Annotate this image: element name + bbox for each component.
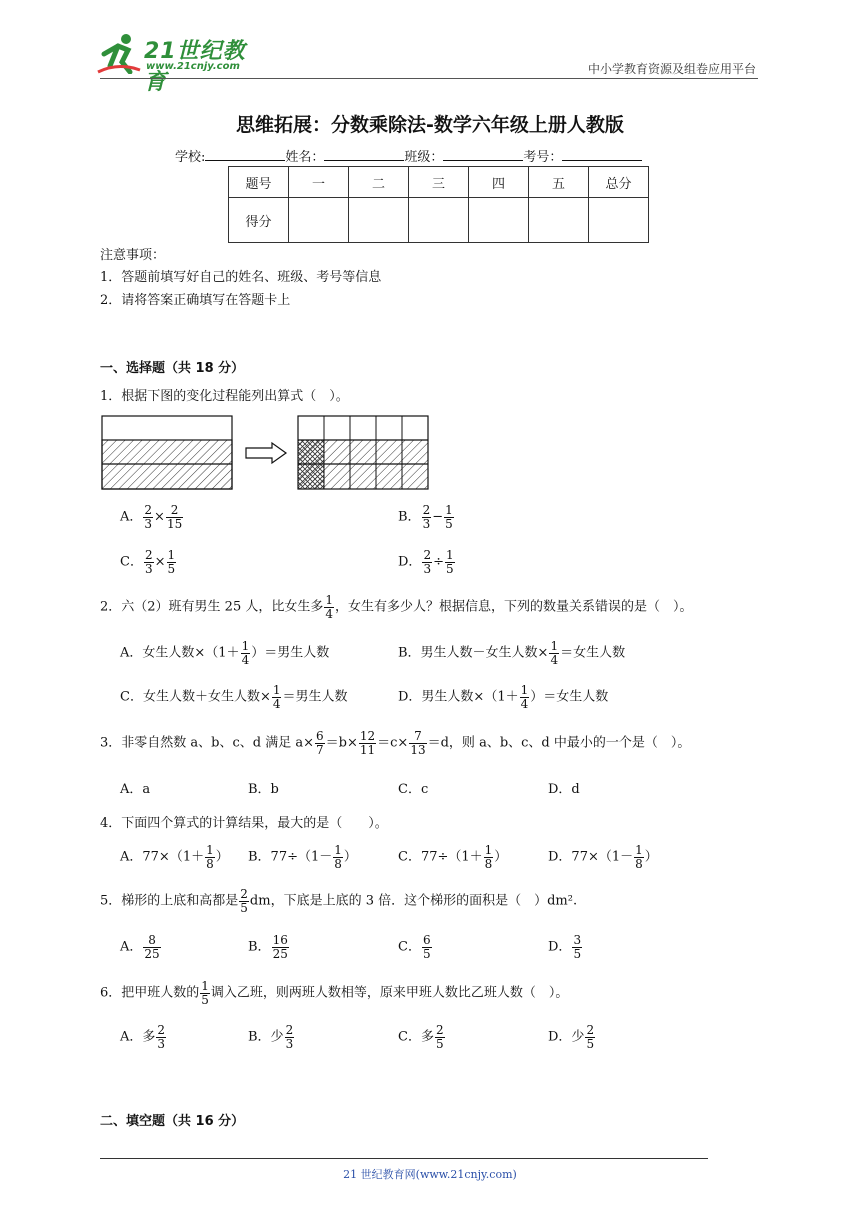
q1-option-a[interactable]: A． $\frac{2}{3}$ × $\frac{2}{15}$ (120, 503, 183, 531)
class-label: 班级： (404, 150, 444, 165)
score-header-cell: 五 (529, 167, 589, 198)
note-item: 1．答题前填写好自己的姓名、班级、考号等信息 (100, 270, 382, 285)
q4-option-b[interactable]: B．77÷（1－ $\frac{1}{8}$ ） (248, 843, 357, 871)
q4-option-c[interactable]: C．77÷（1＋ $\frac{1}{8}$ ） (398, 843, 508, 871)
score-header-cell: 一 (289, 167, 349, 198)
q5-option-c[interactable]: C． $\frac{6}{5}$ (398, 933, 431, 961)
score-cell (289, 198, 349, 243)
score-cell (469, 198, 529, 243)
school-label: 学校: (175, 150, 206, 165)
score-cell (409, 198, 469, 243)
q4-option-a[interactable]: A．77×（1＋ $\frac{1}{8}$ ） (120, 843, 229, 871)
exam-no-blank (562, 148, 642, 161)
site-logo (96, 30, 261, 95)
school-blank (205, 148, 285, 161)
score-table (228, 166, 649, 243)
score-cell (529, 198, 589, 243)
question-4-stem: 4．下面四个算式的计算结果，最大的是（ ）。 (100, 816, 388, 831)
name-blank (324, 148, 404, 161)
name-label: 姓名： (285, 150, 325, 165)
q6-option-a[interactable]: A．多 $\frac{2}{3}$ (120, 1023, 166, 1051)
page-title: 思维拓展：分数乘除法-数学六年级上册人教版 (236, 114, 624, 136)
logo-url: www.21cnjy.com (146, 61, 240, 72)
header-divider (100, 78, 758, 79)
logo-text: 21世纪教育 (144, 39, 246, 95)
q2-option-c[interactable]: C．女生人数＋女生人数× $\frac{1}{4}$ ＝男生人数 (120, 683, 348, 711)
q3-option-c[interactable]: C．c (398, 782, 429, 797)
class-blank (443, 148, 523, 161)
score-header-cell: 三 (409, 167, 469, 198)
question-2-stem: 2．六（2）班有男生 25 人，比女生多 $\frac{1}{4}$ ，女生有多少人？根据信息，下列的数量关系错误的是（ ）。 (100, 593, 693, 621)
q5-option-a[interactable]: A． $\frac{8}{25}$ (120, 933, 160, 961)
question-5-stem: 5．梯形的上底和高都是 $\frac{2}{5}$ dm，下底是上底的 3 倍．这个梯形的面积是（ ）dm². (100, 887, 578, 915)
q4-option-d[interactable]: D．77×（1－ $\frac{1}{8}$ ） (548, 843, 658, 871)
exam-no-label: 考号： (523, 150, 563, 165)
q6-option-c[interactable]: C．多 $\frac{2}{5}$ (398, 1023, 444, 1051)
q1-option-c[interactable]: C． $\frac{2}{3}$ × $\frac{1}{5}$ (120, 548, 176, 576)
q1-option-b[interactable]: B． $\frac{2}{3}$ − $\frac{1}{5}$ (398, 503, 453, 531)
question-6-stem: 6．把甲班人数的 $\frac{1}{5}$ 调入乙班，则两班人数相等，原来甲班人数比乙班人数（ ）。 (100, 979, 569, 1007)
q1-option-d[interactable]: D． $\frac{2}{3}$ ÷ $\frac{1}{5}$ (398, 548, 454, 576)
question-1-stem: 1．根据下图的变化过程能列出算式（ ）。 (100, 389, 349, 404)
platform-name: 中小学教育资源及组卷应用平台 (587, 62, 756, 76)
score-header-cell: 四 (469, 167, 529, 198)
question-3-stem: 3．非零自然数 a、b、c、d 满足 a× $\frac{6}{7}$ ＝b× $\frac{12}{11}$ ＝c× $\frac{7}{13}$ ＝d，则 a、b、c、d 中最小的一个是（ ）。 (100, 729, 691, 757)
score-cell (589, 198, 649, 243)
score-header-cell: 二 (349, 167, 409, 198)
q6-option-b[interactable]: B．少 $\frac{2}{3}$ (248, 1023, 294, 1051)
q3-option-b[interactable]: B．b (248, 782, 279, 797)
q2-option-b[interactable]: B．男生人数－女生人数× $\frac{1}{4}$ ＝女生人数 (398, 639, 626, 667)
note-item: 2．请将答案正确填写在答题卡上 (100, 293, 291, 308)
q2-option-a[interactable]: A．女生人数×（1＋ $\frac{1}{4}$ ）＝男生人数 (120, 639, 330, 667)
runner-logo-icon (96, 32, 142, 74)
q3-option-d[interactable]: D．d (548, 782, 580, 797)
q3-option-a[interactable]: A．a (120, 782, 151, 797)
footer-divider (100, 1158, 708, 1159)
footer-text: 21 世纪教育网(www.21cnjy.com) (343, 1168, 517, 1181)
q2-option-d[interactable]: D．男生人数×（1＋ $\frac{1}{4}$ ）＝女生人数 (398, 683, 609, 711)
student-info-line (175, 146, 642, 165)
score-header-cell: 题号 (229, 167, 289, 198)
section-heading-fill: 二、填空题（共 16 分） (100, 1114, 245, 1129)
notes-heading: 注意事项： (100, 248, 166, 263)
question-1-figure (100, 414, 430, 492)
section-heading-choice: 一、选择题（共 18 分） (100, 361, 245, 376)
q6-option-d[interactable]: D．少 $\frac{2}{5}$ (548, 1023, 595, 1051)
score-header-cell: 总分 (589, 167, 649, 198)
score-cell (349, 198, 409, 243)
q5-option-b[interactable]: B． $\frac{16}{25}$ (248, 933, 288, 961)
score-row-label: 得分 (229, 198, 289, 243)
q5-option-d[interactable]: D． $\frac{3}{5}$ (548, 933, 582, 961)
arrow-right-icon (246, 443, 286, 463)
